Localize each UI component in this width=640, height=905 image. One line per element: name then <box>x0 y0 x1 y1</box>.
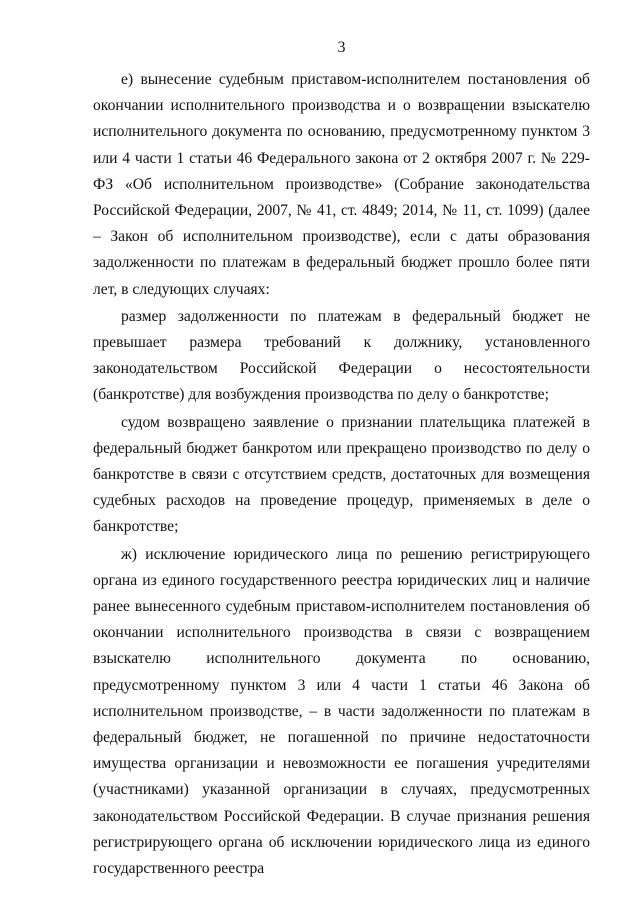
paragraph-debt-size: размер задолженности по платежам в федеральный бюджет не превышает размера требований к должнику, установленного законодательством Российской Федерации о несостоятельности (банкротстве) для возбуждения производства по делу о банкротстве; <box>93 307 590 404</box>
page-number: 3 <box>337 39 346 56</box>
paragraph-court-returned: судом возвращено заявление о признании плательщика платежей в федеральный бюджет банкротом или прекращено производство по делу о банкротстве в связи с отсутствием средств, достаточных для возмещения судебных расходов на проведение процедур, применяемых в деле о банкротстве; <box>93 413 590 536</box>
document-body <box>93 67 590 882</box>
paragraph-e: е) вынесение судебным приставом-исполнителем постановления об окончании исполнительного производства и о возвращении взыскателю исполнительного документа по основанию, предусмотренному пунктом 3 или 4 части 1 статьи 46 Федерального закона от 2 октября 2007 г. № 229-ФЗ «Об исполнительном производстве» (Собрание законодательства Российской Федерации, 2007, № 41, ст. 4849; 2014, № 11, ст. 1099) (далее – Закон об исполнительном производстве), если с даты образования задолженности по платежам в федеральный бюджет прошло более пяти лет, в следующих случаях: <box>93 71 590 298</box>
paragraph-zh: ж) исключение юридического лица по решению регистрирующего органа из единого государственного реестра юридических лиц и наличие ранее вынесенного судебным приставом-исполнителем постановления об окончании исполнительного производства в связи с возвращением взыскателю исполнительного документа по основанию, предусмотренному пунктом 3 или 4 части 1 статьи 46 Закона об исполнительном производстве, – в части задолженности по платежам в федеральный бюджет, не погашенной по причине недостаточности имущества организации и невозможности ее погашения учредителями (участниками) указанной организации в случаях, предусмотренных законодательством Российской Федерации. В случае признания решения регистрирующего органа об исключении юридического лица из единого государственного реестра <box>93 545 590 878</box>
